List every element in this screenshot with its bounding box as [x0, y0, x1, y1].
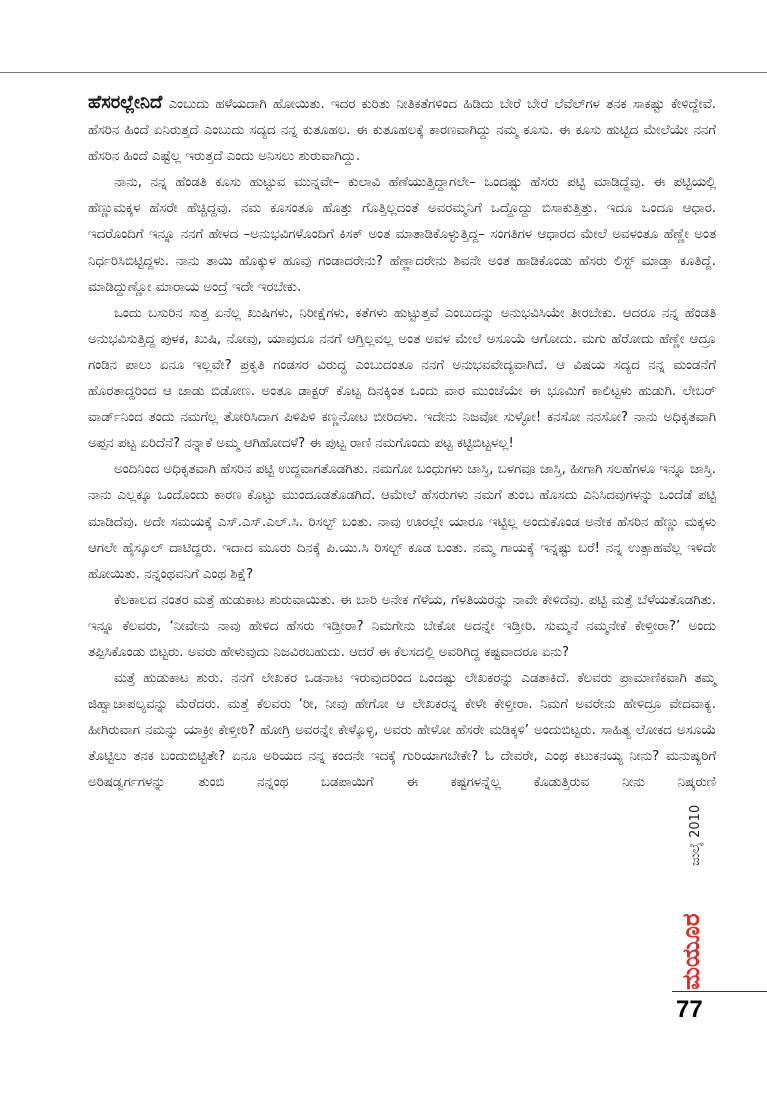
article-body: [88, 90, 716, 797]
issue-date: ಜುಲೈ 2010: [688, 804, 703, 866]
paragraph-4: ಅಂದಿನಿಂದ ಅಧಿಕೃತವಾಗಿ ಹೆಸರಿನ ಪಟ್ಟಿ ಉದ್ದವಾಗತೊಡಗಿತು. ನಮಗೋ ಬಂಧುಗಳು ಜಾಸ್ತಿ, ಬಳಗವೂ ಜಾಸ್ತಿ, ಹೀಗಾಗಿ ಸಲಹೆಗಳೂ ಇನ್ನೂ ಜಾಸ್ತಿ. ನಾನು ಎಲ್ಲಕ್ಕೂ ಒಂದೊಂದು ಕಾರಣ ಕೊಟ್ಟು ಮುಂದೂಡತೊಡಗಿದೆ. ಆಮೇಲೆ ಹೆಸರುಗಳು ನಮಗೆ ತುಂಬ ಹೊಸದು ಎನಿಸಿದವುಗಳನ್ನು ಒಂದೆಡೆ ಪಟ್ಟಿ ಮಾಡಿದೆವು. ಅದೇ ಸಮಯಕ್ಕೆ ಎಸ್.ಎಸ್.ಎಲ್.ಸಿ. ರಿಸಲ್ಟ್ ಬಂತು. ನಾವು ಊರಲ್ಲೇ ಯಾರೂ ಇಟ್ಟಿಲ್ಲ ಅಂದುಕೊಂಡ ಅನೇಕ ಹೆಸರಿನ ಹೆಣ್ಣು ಮಕ್ಕಳು ಆಗಲೇ ಹೈಸ್ಕೂಲ್ ದಾಟಿದ್ದರು. ಇದಾದ ಮೂರು ದಿನಕ್ಕೆ ಪಿ.ಯು.ಸಿ ರಿಸಲ್ಟ್ ಕೂಡ ಬಂತು. ನಮ್ಮ ಗಾಯಕ್ಕೆ ಇನ್ನಷ್ಟು ಬರೆ! ನನ್ನ ಉತ್ಸಾಹವೆಲ್ಲ ಇಳಿದೇ ಹೋಯಿತು. ನನ್ನಂಥವನಿಗೆ ಎಂಥ ಶಿಕ್ಷೆ?: [88, 462, 716, 582]
lead-word: ಹೆಸರಲ್ಲೇನಿದೆ: [88, 92, 163, 113]
header-rule: [0, 72, 767, 73]
page-number: 77: [676, 996, 703, 1023]
paragraph-3: ಒಂದು ಬಸುರಿನ ಸುತ್ತ ಏನೆಲ್ಲ ಖುಷಿಗಳು, ನಿರೀಕ್ಷೆಗಳು, ಕತೆಗಳು ಹುಟ್ಟುತ್ತವೆ ಎಂಬುದನ್ನು ಅನುಭವಿಸಿಯೇ ತೀರಬೇಕು. ಆದರೂ ನನ್ನ ಹೆಂಡತಿ ಅನುಭವಿಸುತ್ತಿದ್ದ ಪುಳಕ, ಖುಷಿ, ನೋವು, ಯಾವುದೂ ನನಗೆ ಆಗ್ತಿಲ್ಲವಲ್ಲ ಅಂತ ಅವಳ ಮೇಲೆ ಅಸೂಯೆ ಆಗೋದು. ಮಗು ಹೆರೋದು ಹೆಣ್ಣೇ ಆದ್ರೂ ಗಂಡಿನ ಪಾಲು ಏನೂ ಇಲ್ಲವೇ? ಪ್ರಕೃತಿ ಗಂಡಸರ ವಿರುದ್ಧ ಎಂಬುದಂತೂ ನನಗೆ ಅನುಭವವೇದ್ಯವಾಗಿದೆ. ಆ ವಿಷಯ ಸದ್ಯದ ನನ್ನ ಮಂಡನೆಗೆ ಹೊರತಾದ್ದರಿಂದ ಆ ಜಾಡು ಬಿಡೋಣ. ಅಂತೂ ಡಾಕ್ಟರ್ ಕೊಟ್ಟ ದಿನಕ್ಕಿಂತ ಒಂದು ವಾರ ಮುಂಚೆಯೇ ಈ ಭೂಮಿಗೆ ಕಾಲಿಟ್ಟಳು ಹುಡುಗಿ. ಲೇಬರ್ ವಾರ್ಡ್‌ನಿಂದ ತಂದು ನಮಗೆಲ್ಲ ತೋರಿಸಿದಾಗ ಪಿಳಿಪಿಳಿ ಕಣ್ಣನೋಟ ಬೀರಿದಳು. ಇದೇನು ನಿಜವೋ ಸುಳ್ಳೋ! ಕನಸೋ ನನಸೋ? ನಾನು ಅಧಿಕೃತವಾಗಿ ಅಪ್ಪನ ಪಟ್ಟ ಏರಿದೆನೆ? ನನ್ನಾಕೆ ಅಮ್ಮ ಆಗಿಹೋದಳೆ? ಈ ಪುಟ್ಟ ರಾಣಿ ನಮಗೊಂದು ಪಟ್ಟ ಕಟ್ಟಿಬಿಟ್ಟಳಲ್ಲ!: [88, 305, 716, 452]
footer-rule: [672, 991, 767, 992]
paragraph-1-text: ಎಂಬುದು ಹಳೆಯದಾಗಿ ಹೋಯಿತು. ಇದರ ಕುರಿತು ನೀತಿಕತೆಗಳಿಂದ ಹಿಡಿದು ಬೇರೆ ಬೇರೆ ಲೆವೆಲ್‌ಗಳ ತನಕ ಸಾಕಷ್ಟು ಕೇಳಿದ್ದೇವೆ. ಹೆಸರಿನ ಹಿಂದೆ ಏನಿರುತ್ತದೆ ಎಂಬುದು ಸದ್ಯದ ನನ್ನ ಕುತೂಹಲ. ಈ ಕುತೂಹಲಕ್ಕೆ ಕಾರಣವಾಗಿದ್ದು ನಮ್ಮ ಕೂಸು. ಈ ಕೂಸು ಹುಟ್ಟಿದ ಮೇಲೆಯೇ ನನಗೆ ಹೆಸರಿನ ಹಿಂದೆ ಎಷ್ಟೆಲ್ಲ ಇರುತ್ತದೆ ಎಂದು ಅನಿಸಲು ಶುರುವಾಗಿದ್ದು.: [88, 97, 716, 165]
paragraph-6: ಮತ್ತೆ ಹುಡುಕಾಟ ಶುರು. ನನಗೆ ಲೇಖಕರ ಒಡನಾಟ ಇರುವುದರಿಂದ ಒಂದಷ್ಟು ಲೇಖಕರನ್ನು ಎಡತಾಕಿದೆ. ಕೆಲವರು ಪ್ರಾಮಾಣಿಕವಾಗಿ ತಮ್ಮ ಜಿಹ್ವಾಚಾಪಲ್ಯವನ್ನು ಮೆರೆದರು. ಮತ್ತೆ ಕೆಲವರು ‘ರೀ, ನೀವು ಹೇಗೋ ಆ ಲೇಖಕರನ್ನ ಕೇಳೇ ಕೇಳ್ತೀರಾ. ನಿಮಗೆ ಅವರೇನು ಹೇಳಿದ್ರೂ ವೇದವಾಕ್ಯ. ಹೀಗಿರುವಾಗ ನಮನ್ನು ಯಾಕ್ರೀ ಕೇಳ್ತೀರಿ? ಹೋಗ್ರಿ ಅವರನ್ನೇ ಕೇಳ್ಕೊಳ್ಳಿ, ಅವರು ಹೇಳೋ ಹೆಸರೇ ಮಡಿಕ್ಕಳಿ’ ಅಂದುಬಿಟ್ಟರು. ಸಾಹಿತ್ಯ ಲೋಕದ ಅಸೂಯೆ ತೊಟ್ಟಿಲು ತನಕ ಬಂದುಬಿಟ್ಟಿತೇ? ಏನೂ ಅರಿಯದ ನನ್ನ ಕಂದನೇ ಇದಕ್ಕೆ ಗುರಿಯಾಗಬೇಕೇ? ಓ ದೇವರೇ, ಎಂಥ ಕಟುಕನಯ್ಯ ನೀನು? ಮನುಷ್ಯರಿಗೆ ಅರಿಷಡ್ವರ್ಗಗಳನ್ನು ತುಂಬಿ ನನ್ನಂಥ ಬಡಪಾಯಿಗೆ ಈ ಕಷ್ಟಗಳನ್ನೆಲ್ಲ ಕೊಡುತ್ತಿರುವ ನೀನು ನಿಷ್ಕರುಣಿ: [88, 671, 716, 791]
paragraph-2: ನಾನು, ನನ್ನ ಹೆಂಡತಿ ಕೂಸು ಹುಟ್ಟುವ ಮುನ್ನವೇ– ಕುಲಾವಿ ಹೆಣೆಯುತ್ತಿದ್ದಾಗಲೇ– ಒಂದಷ್ಟು ಹೆಸರು ಪಟ್ಟಿ ಮಾಡಿದ್ದೆವು. ಈ ಪಟ್ಟಿಯಲ್ಲಿ ಹೆಣ್ಣುಮಕ್ಕಳ ಹೆಸರೇ ಹೆಚ್ಚಿದ್ದವು. ನಮ ಕೂಸಂತೂ ಹೊತ್ತು ಗೊತ್ತಿಲ್ಲದಂತೆ ಅವರಮ್ಮನಿಗೆ ಒದ್ದೊದ್ದು ಬಿಸಾಕುತ್ತಿತ್ತು. ಇದೂ ಒಂದೂ ಆಧಾರ. ಇದರೊಂದಿಗೆ ಇನ್ನೂ ನನಗೆ ಹೇಳದ –ಅನುಭವಿಗಳೊಂದಿಗೆ ಕಿಸಕ್ ಅಂತ ಮಾತಾಡಿಕೊಳ್ಳುತ್ತಿದ್ದ– ಸಂಗತಿಗಳ ಆಧಾರದ ಮೇಲೆ ಅವಳಂತೂ ಹೆಣ್ಣೇ ಅಂತ ನಿರ್ಧರಿಸಿಬಿಟ್ಟಿದ್ದಳು. ನಾನು ತಾಯಿ ಹೊಕ್ಕುಳ ಹೂವು ಗಂಡಾದರೇನು? ಹೆಣ್ಣಾದರೇನು ಶಿವನೇ ಅಂತ ಹಾಡಿಕೊಂಡು ಹೆಸರು ಲಿಸ್ಟ್ ಮಾಡ್ತಾ ಕೂತಿದ್ದೆ. ಮಾಡಿದ್ದುಣ್ಣೋ ಮಾರಾಯ ಅಂದ್ರೆ ಇದೇ ಇರಬೇಕು.: [88, 175, 716, 295]
paragraph-1: [88, 90, 716, 170]
magazine-logo: ಮಯೂರ: [677, 913, 705, 990]
paragraph-5: ಕೆಲಕಾಲದ ನಂತರ ಮತ್ತೆ ಹುಡುಕಾಟ ಶುರುವಾಯಿತು. ಈ ಬಾರಿ ಅನೇಕ ಗೆಳೆಯ, ಗೆಳತಿಯರನ್ನು ನಾವೇ ಕೇಳಿದೆವು. ಪಟ್ಟಿ ಮತ್ತೆ ಬೆಳೆಯತೊಡಗಿತು. ಇನ್ನೂ ಕೆಲವರು, ‘ನೀವೇನು ನಾವು ಹೇಳಿದ ಹೆಸರು ಇಡ್ತೀರಾ? ನಿಮಗೇನು ಬೇಕೋ ಅದನ್ನೇ ಇಡ್ತೀರಿ. ಸುಮ್ಮನೆ ನಮ್ಮನೇಕೆ ಕೇಳ್ತೀರಾ?’ ಅಂದು ತಪ್ಪಿಸಿಕೊಂಡು ಬಿಟ್ಟರು. ಅವರು ಹೇಳುವುದು ನಿಜವಿರಬಹುದು. ಆದರೆ ಈ ಕೆಲಸದಲ್ಲಿ ಅವರಿಗಿದ್ದ ಕಷ್ಟವಾದರೂ ಏನು?: [88, 592, 716, 660]
